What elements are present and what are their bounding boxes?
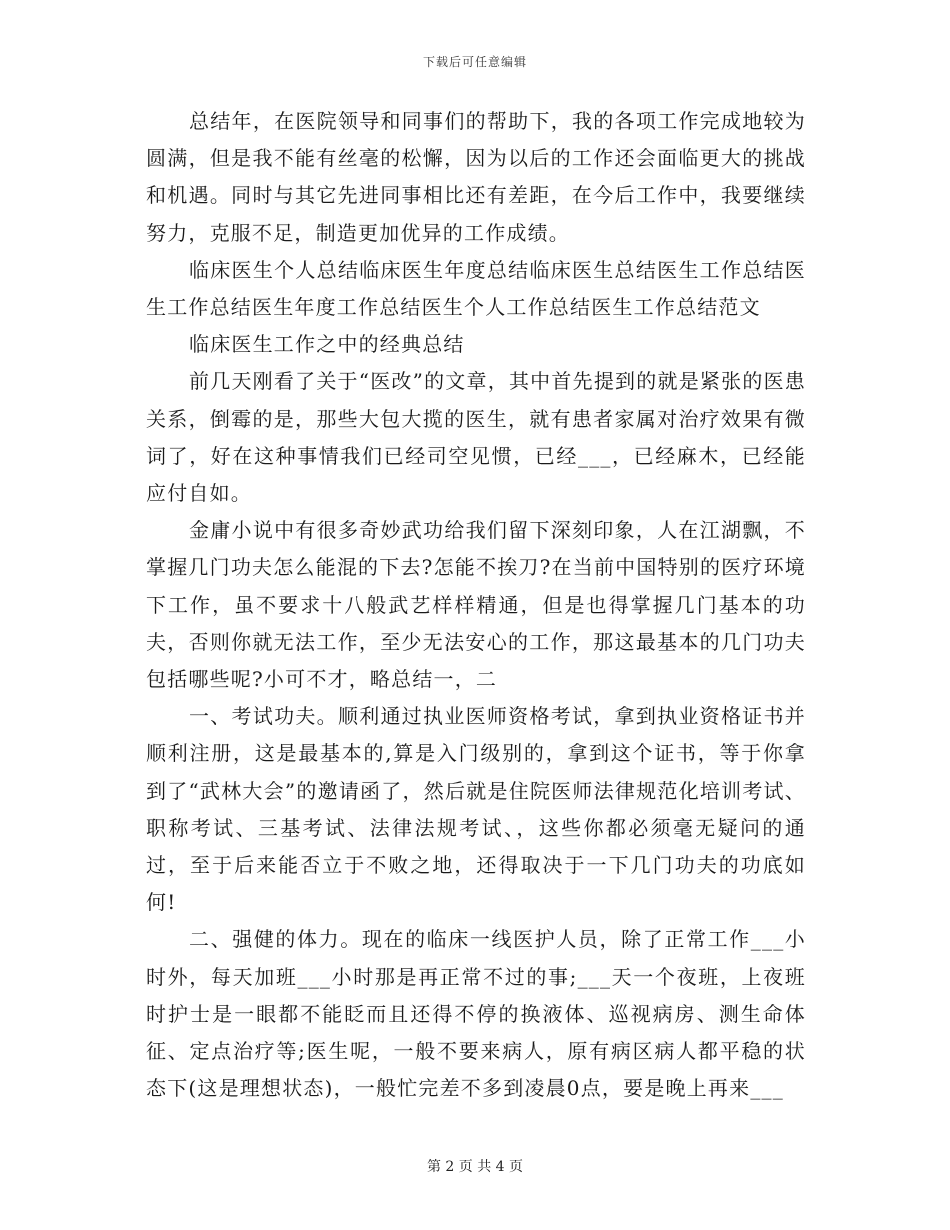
paragraph: 总结年，在医院领导和同事们的帮助下，我的各项工作完成地较为圆满，但是我不能有丝毫的松懈，因为以后的工作还会面临更大的挑战和机遇。同时与其它先进同事相比还有差距，在今后工作中，我要继续努力，克服不足，制造更加优异的工作成绩。: [146, 109, 806, 245]
paragraph: 前几天刚看了关于“医改”的文章，其中首先提到的就是紧张的医患关系，倒霉的是，那些大包大揽的医生，就有患者家属对治疗效果有微词了，好在这种事情我们已经司空见惯，已经___，已经麻木，已经能应付自如。: [146, 369, 806, 506]
page-header: 下载后可任意编辑: [422, 55, 527, 69]
section-title: 临床医生工作之中的经典总结: [189, 332, 465, 357]
paragraph: 临床医生个人总结临床医生年度总结临床医生总结医生工作总结医生工作总结医生年度工作总结医生个人工作总结医生工作总结范文: [146, 257, 806, 320]
paragraph: 一、考试功夫。顺利通过执业医师资格考试，拿到执业资格证书并顺利注册，这是最基本的,算是入门级别的，拿到这个证书，等于你拿到了“武林大会”的邀请函了，然后就是住院医师法律规范化培训考试、职称考试、三基考试、法律法规考试、，这些你都必须毫无疑问的通过，至于后来能否立于不败之地，还得取决于一下几门功夫的功底如何!: [146, 704, 806, 915]
paragraph: 二、强健的体力。现在的临床一线医护人员，除了正常工作___小时外，每天加班___小时那是再正常不过的事;___天一个夜班，上夜班时护士是一眼都不能眨而且还得不停的换液体、巡视病房、测生命体征、定点治疗等;医生呢，一般不要来病人，原有病区病人都平稳的状态下(这是理想状态)，一般忙完差不多到凌晨0点，要是晚上再来___: [146, 927, 806, 1101]
paragraph: 金庸小说中有很多奇妙武功给我们留下深刻印象，人在江湖飘，不掌握几门功夫怎么能混的下去?怎能不挨刀?在当前中国特别的医疗环境下工作，虽不要求十八般武艺样样精通，但是也得掌握几门基本的功夫，否则你就无法工作，至少无法安心的工作，那这最基本的几门功夫包括哪些呢?小可不才，略总结一，二: [146, 518, 806, 692]
page-footer: 第 2 页 共 4 页: [426, 1159, 524, 1175]
document-body: [146, 103, 806, 1107]
